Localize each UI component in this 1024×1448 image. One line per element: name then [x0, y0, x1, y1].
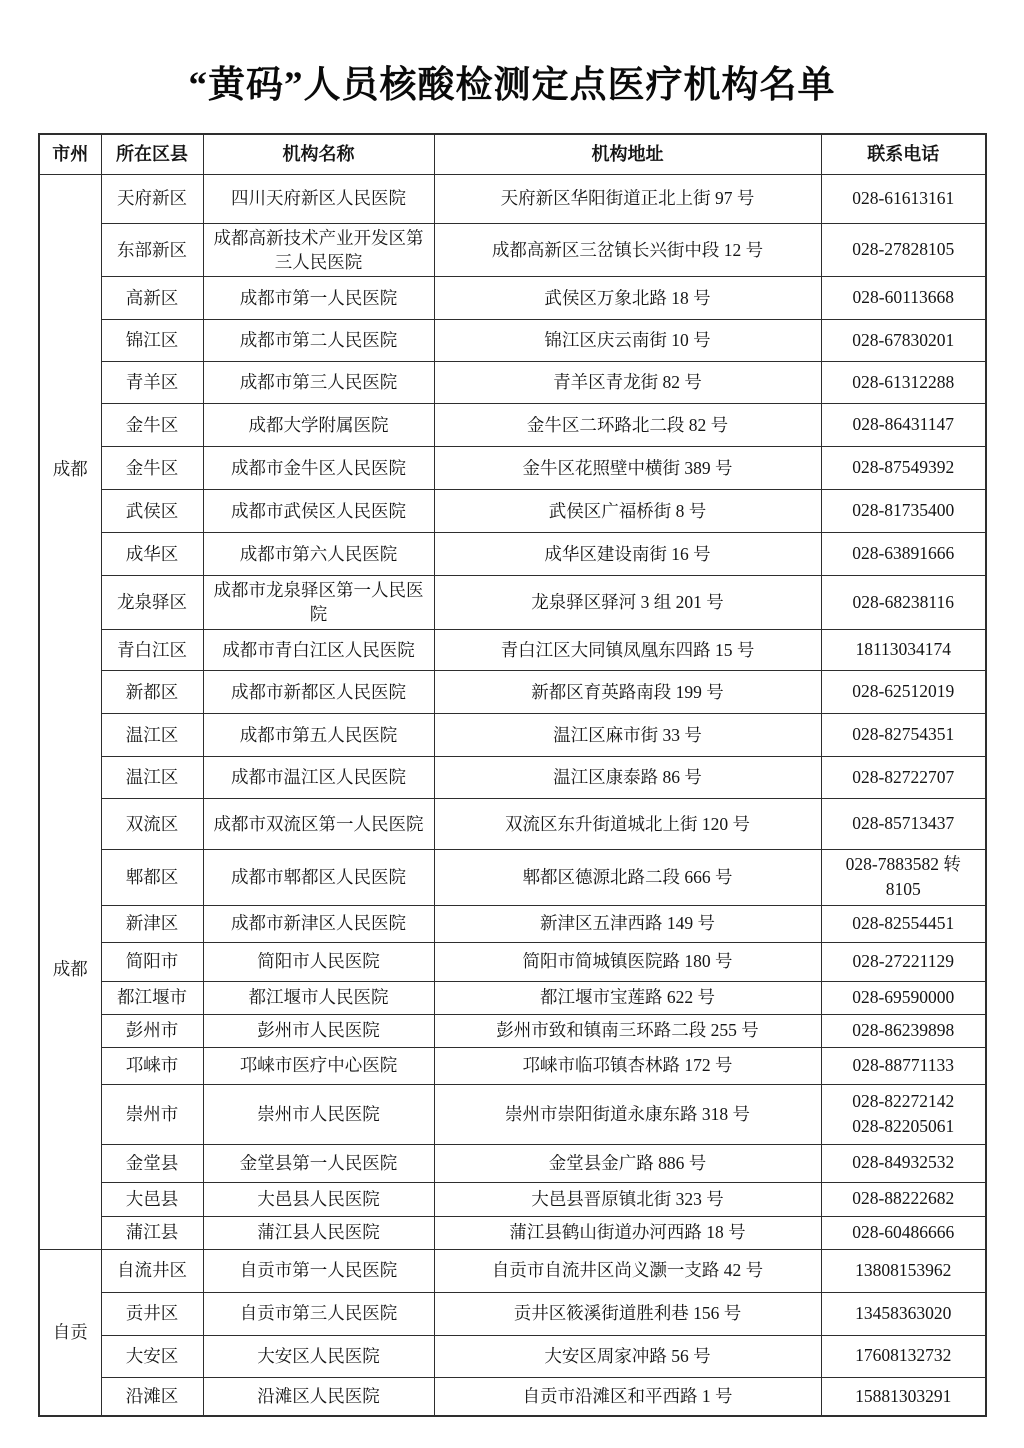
- phone-cell: [821, 174, 986, 223]
- district-cell: 龙泉驿区: [101, 575, 203, 629]
- address-cell: 郫都区德源北路二段 666 号: [434, 849, 821, 905]
- table-row: [39, 1292, 986, 1335]
- address-cell: 贡井区筱溪街道胜利巷 156 号: [434, 1292, 821, 1335]
- phone-number: 028-62512019: [852, 681, 955, 702]
- table-row: [39, 446, 986, 489]
- district-cell: 双流区: [101, 798, 203, 849]
- table-body: [39, 174, 986, 1416]
- phone-cell: [821, 905, 986, 942]
- phone-number: 028-81735400: [852, 500, 955, 521]
- phone-cell: [821, 1292, 986, 1335]
- institution-name-cell: 成都大学附属医院: [203, 403, 434, 446]
- address-cell: 青白江区大同镇凤凰东四路 15 号: [434, 629, 821, 670]
- address-cell: 温江区康泰路 86 号: [434, 756, 821, 798]
- table-row: [39, 489, 986, 532]
- address-cell: 自贡市自流井区尚义灏一支路 42 号: [434, 1249, 821, 1292]
- district-cell: 金牛区: [101, 403, 203, 446]
- district-cell: 青羊区: [101, 361, 203, 403]
- institution-name-cell: 金堂县第一人民医院: [203, 1144, 434, 1182]
- table-row: [39, 1335, 986, 1377]
- col-header-institution: 机构名称: [203, 134, 434, 174]
- table-row: [39, 361, 986, 403]
- institution-name-cell: 成都市第一人民医院: [203, 276, 434, 319]
- phone-number: 028-86239898: [852, 1019, 955, 1040]
- address-cell: 崇州市崇阳街道永康东路 318 号: [434, 1084, 821, 1144]
- table-row: [39, 174, 986, 223]
- table-row: [39, 1084, 986, 1144]
- address-cell: 邛崃市临邛镇杏林路 172 号: [434, 1047, 821, 1084]
- address-cell: 新都区育英路南段 199 号: [434, 670, 821, 713]
- phone-number: 028-67830201: [852, 329, 955, 350]
- phone-number: 18113034174: [855, 639, 952, 660]
- phone-number: 028-85713437: [852, 813, 955, 834]
- institution-name-cell: 邛崃市医疗中心医院: [203, 1047, 434, 1084]
- district-cell: 大邑县: [101, 1182, 203, 1216]
- address-cell: 青羊区青龙街 82 号: [434, 361, 821, 403]
- address-cell: 金堂县金广路 886 号: [434, 1144, 821, 1182]
- table-row: [39, 1014, 986, 1047]
- phone-cell: [821, 1377, 986, 1416]
- phone-number: 8105: [885, 879, 921, 900]
- district-cell: 东部新区: [101, 223, 203, 276]
- address-cell: 新津区五津西路 149 号: [434, 905, 821, 942]
- district-cell: 崇州市: [101, 1084, 203, 1144]
- address-cell: 简阳市简城镇医院路 180 号: [434, 942, 821, 981]
- phone-number: 028-87549392: [852, 457, 955, 478]
- phone-cell: [821, 756, 986, 798]
- table-row: [39, 629, 986, 670]
- institution-name-cell: 成都市双流区第一人民医院: [203, 798, 434, 849]
- institution-name-cell: 成都市青白江区人民医院: [203, 629, 434, 670]
- institution-name-cell: 成都市第六人民医院: [203, 532, 434, 575]
- city-label: 成都: [52, 458, 88, 479]
- district-cell: 温江区: [101, 756, 203, 798]
- page-title: “黄码”人员核酸检测定点医疗机构名单: [188, 65, 836, 106]
- table-row: [39, 670, 986, 713]
- district-cell: 沿滩区: [101, 1377, 203, 1416]
- header-row: [39, 134, 986, 174]
- phone-cell: [821, 1014, 986, 1047]
- city-cell: [39, 1249, 101, 1416]
- phone-cell: [821, 849, 986, 905]
- address-cell: 金牛区花照壁中横街 389 号: [434, 446, 821, 489]
- table-row: [39, 942, 986, 981]
- address-cell: 锦江区庆云南街 10 号: [434, 319, 821, 361]
- phone-cell: [821, 575, 986, 629]
- phone-number: 028-60113668: [852, 287, 954, 308]
- institution-name-cell: 成都市武侯区人民医院: [203, 489, 434, 532]
- institution-name-cell: 成都市第三人民医院: [203, 361, 434, 403]
- institution-name-cell: 崇州市人民医院: [203, 1084, 434, 1144]
- phone-cell: [821, 670, 986, 713]
- district-cell: 贡井区: [101, 1292, 203, 1335]
- institution-name-cell: 自贡市第一人民医院: [203, 1249, 434, 1292]
- institution-name-cell: 自贡市第三人民医院: [203, 1292, 434, 1335]
- phone-number: 028-86431147: [852, 414, 954, 435]
- phone-number: 028-27828105: [852, 238, 955, 259]
- address-cell: 都江堰市宝莲路 622 号: [434, 981, 821, 1014]
- institution-name-cell: 成都市新都区人民医院: [203, 670, 434, 713]
- table-row: [39, 1047, 986, 1084]
- institution-name-cell: 成都市第五人民医院: [203, 713, 434, 756]
- institution-name-cell: 成都高新技术产业开发区第三人民医院: [203, 223, 434, 276]
- phone-cell: [821, 403, 986, 446]
- phone-number: 028-88771133: [852, 1054, 954, 1075]
- phone-cell: [821, 713, 986, 756]
- table-row: [39, 849, 986, 905]
- col-header-city: 市州: [39, 134, 101, 174]
- address-cell: 大安区周家冲路 56 号: [434, 1335, 821, 1377]
- address-cell: 武侯区万象北路 18 号: [434, 276, 821, 319]
- address-cell: 大邑县晋原镇北街 323 号: [434, 1182, 821, 1216]
- institution-name-cell: 沿滩区人民医院: [203, 1377, 434, 1416]
- phone-number: 17608132732: [855, 1345, 952, 1366]
- city-cell: [39, 174, 101, 1249]
- phone-cell: [821, 1216, 986, 1249]
- table-row: [39, 1249, 986, 1292]
- institution-name-cell: 成都市温江区人民医院: [203, 756, 434, 798]
- institution-name-cell: 四川天府新区人民医院: [203, 174, 434, 223]
- table-row: [39, 756, 986, 798]
- phone-number: 028-63891666: [852, 543, 955, 564]
- table-row: [39, 532, 986, 575]
- phone-cell: [821, 1335, 986, 1377]
- district-cell: 自流井区: [101, 1249, 203, 1292]
- district-cell: 大安区: [101, 1335, 203, 1377]
- address-cell: 武侯区广福桥街 8 号: [434, 489, 821, 532]
- institution-name-cell: 成都市新津区人民医院: [203, 905, 434, 942]
- hospital-table: [38, 133, 987, 1417]
- address-cell: 彭州市致和镇南三环路二段 255 号: [434, 1014, 821, 1047]
- phone-cell: [821, 1047, 986, 1084]
- col-header-district: 所在区县: [101, 134, 203, 174]
- table-row: [39, 1216, 986, 1249]
- phone-cell: [821, 276, 986, 319]
- table-row: [39, 319, 986, 361]
- address-cell: 温江区麻市街 33 号: [434, 713, 821, 756]
- phone-number: 028-84932532: [852, 1152, 955, 1173]
- district-cell: 温江区: [101, 713, 203, 756]
- institution-name-cell: 都江堰市人民医院: [203, 981, 434, 1014]
- city-label: 成都: [52, 959, 88, 980]
- phone-number: 028-82554451: [852, 912, 955, 933]
- district-cell: 郫都区: [101, 849, 203, 905]
- phone-number: 028-69590000: [852, 986, 955, 1007]
- table-row: [39, 403, 986, 446]
- district-cell: 都江堰市: [101, 981, 203, 1014]
- phone-cell: [821, 1182, 986, 1216]
- phone-number: 028-61312288: [852, 371, 955, 392]
- institution-name-cell: 大邑县人民医院: [203, 1182, 434, 1216]
- table-row: [39, 713, 986, 756]
- phone-cell: [821, 1249, 986, 1292]
- district-cell: 高新区: [101, 276, 203, 319]
- col-header-phone: 联系电话: [821, 134, 986, 174]
- table-row: [39, 1144, 986, 1182]
- phone-number: 028-88222682: [852, 1188, 955, 1209]
- institution-name-cell: 成都市金牛区人民医院: [203, 446, 434, 489]
- phone-number: 028-60486666: [852, 1221, 955, 1242]
- district-cell: 新津区: [101, 905, 203, 942]
- phone-number: 028-82722707: [852, 766, 955, 787]
- address-cell: 成华区建设南街 16 号: [434, 532, 821, 575]
- phone-cell: [821, 981, 986, 1014]
- phone-cell: [821, 798, 986, 849]
- district-cell: 成华区: [101, 532, 203, 575]
- phone-cell: [821, 629, 986, 670]
- district-cell: 青白江区: [101, 629, 203, 670]
- phone-number: 028-7883582 转: [845, 853, 961, 874]
- district-cell: 武侯区: [101, 489, 203, 532]
- institution-name-cell: 成都市第二人民医院: [203, 319, 434, 361]
- phone-cell: [821, 489, 986, 532]
- phone-number: 15881303291: [855, 1385, 952, 1406]
- table-row: [39, 981, 986, 1014]
- col-header-address: 机构地址: [434, 134, 821, 174]
- phone-cell: [821, 223, 986, 276]
- table-row: [39, 1377, 986, 1416]
- institution-name-cell: 简阳市人民医院: [203, 942, 434, 981]
- district-cell: 金堂县: [101, 1144, 203, 1182]
- phone-cell: [821, 532, 986, 575]
- district-cell: 邛崃市: [101, 1047, 203, 1084]
- district-cell: 天府新区: [101, 174, 203, 223]
- phone-number: 028-68238116: [852, 591, 954, 612]
- phone-number: 13808153962: [855, 1259, 952, 1280]
- address-cell: 双流区东升街道城北上街 120 号: [434, 798, 821, 849]
- phone-cell: [821, 446, 986, 489]
- district-cell: 彭州市: [101, 1014, 203, 1047]
- phone-cell: [821, 319, 986, 361]
- institution-name-cell: 大安区人民医院: [203, 1335, 434, 1377]
- district-cell: 金牛区: [101, 446, 203, 489]
- address-cell: 金牛区二环路北二段 82 号: [434, 403, 821, 446]
- phone-cell: [821, 1084, 986, 1144]
- district-cell: 新都区: [101, 670, 203, 713]
- address-cell: 自贡市沿滩区和平西路 1 号: [434, 1377, 821, 1416]
- phone-cell: [821, 361, 986, 403]
- district-cell: 简阳市: [101, 942, 203, 981]
- phone-cell: [821, 1144, 986, 1182]
- phone-number: 028-61613161: [852, 187, 955, 208]
- table-row: [39, 798, 986, 849]
- city-label: 自贡: [52, 1322, 88, 1343]
- address-cell: 成都高新区三岔镇长兴街中段 12 号: [434, 223, 821, 276]
- institution-name-cell: 彭州市人民医院: [203, 1014, 434, 1047]
- table-row: [39, 223, 986, 276]
- institution-name-cell: 蒲江县人民医院: [203, 1216, 434, 1249]
- table-row: [39, 905, 986, 942]
- table-row: [39, 276, 986, 319]
- district-cell: 锦江区: [101, 319, 203, 361]
- phone-number: 028-82754351: [852, 724, 955, 745]
- phone-cell: [821, 942, 986, 981]
- institution-name-cell: 成都市郫都区人民医院: [203, 849, 434, 905]
- address-cell: 天府新区华阳街道正北上街 97 号: [434, 174, 821, 223]
- institution-name-cell: 成都市龙泉驿区第一人民医院: [203, 575, 434, 629]
- phone-number: 028-82205061: [852, 1116, 955, 1137]
- phone-number: 028-27221129: [852, 950, 954, 971]
- phone-number: 13458363020: [855, 1302, 952, 1323]
- address-cell: 龙泉驿区驿河 3 组 201 号: [434, 575, 821, 629]
- district-cell: 蒲江县: [101, 1216, 203, 1249]
- table-row: [39, 575, 986, 629]
- table-row: [39, 1182, 986, 1216]
- address-cell: 蒲江县鹤山街道办河西路 18 号: [434, 1216, 821, 1249]
- phone-number: 028-82272142: [852, 1090, 955, 1111]
